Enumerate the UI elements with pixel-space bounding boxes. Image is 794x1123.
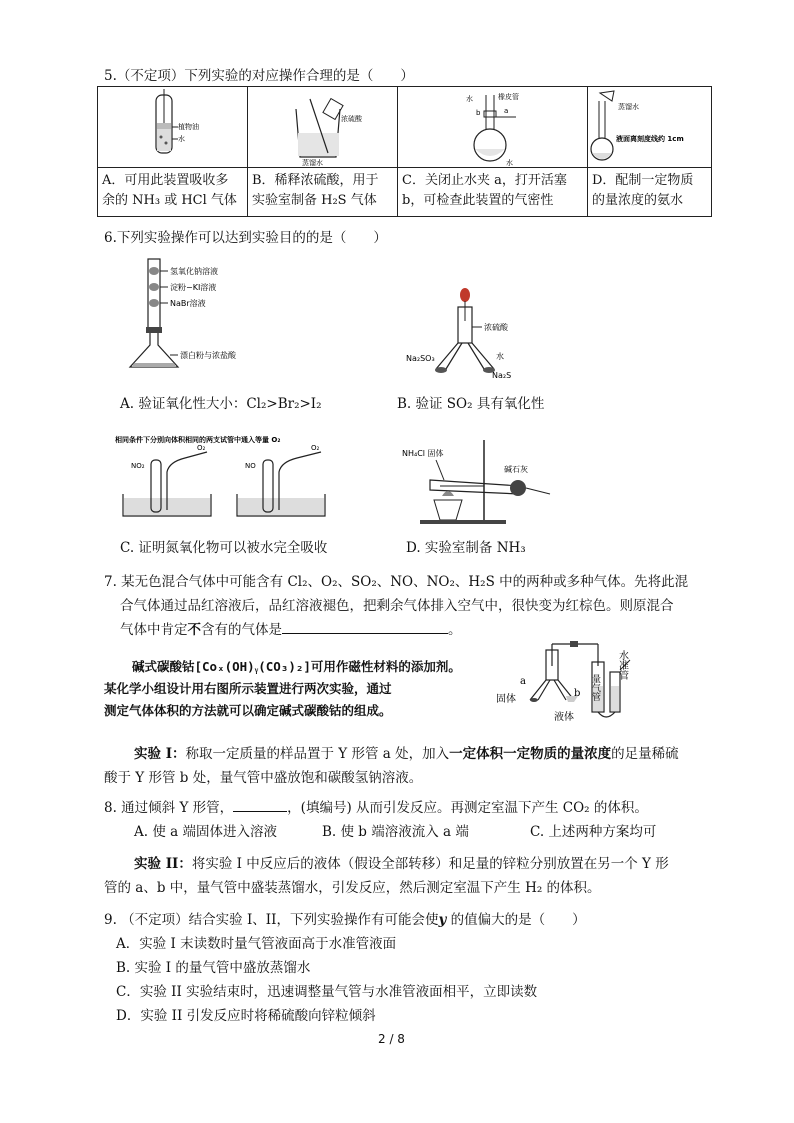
q7-line3-pre: 气体中肯定 xyxy=(120,622,188,638)
apparatus-label-a: a xyxy=(520,676,526,687)
q9-option-d: D．实验 II 引发反应时将稀硫酸向锌粒倾斜 xyxy=(116,1008,376,1024)
q8-answer-blank[interactable] xyxy=(233,797,287,812)
exp1-label: 实验 I： xyxy=(134,746,186,762)
q6-stem: 6.下列实验操作可以达到实验目的的是（ ） xyxy=(104,230,387,246)
q5-option-b-line2: 实验室制备 H₂S 气体 xyxy=(252,193,377,208)
q6a-label-naoh: 氢氧化钠溶液 xyxy=(170,267,218,276)
exp1-line2: 酸于 Y 形管 b 处，量气管中盛放饱和碳酸氢钠溶液。 xyxy=(104,770,423,786)
q6-option-a: A. 验证氧化性大小：Cl₂>Br₂>I₂ xyxy=(120,396,322,412)
q6-option-b: B. 验证 SO₂ 具有氧化性 xyxy=(397,396,545,412)
q7-line3-emphasis: 不 xyxy=(187,622,201,638)
q5d-label-level: 液面离刻度线约 1cm xyxy=(616,135,684,143)
q7-line3-post: 含有的气体是 xyxy=(201,622,282,638)
q5-stem: 5.（不定项）下列实验的对应操作合理的是（ ） xyxy=(104,68,414,84)
q6b-label-acid: 浓硫酸 xyxy=(484,323,508,332)
q5a-label-oil: 植物油 xyxy=(178,123,199,131)
q5-table xyxy=(97,86,712,217)
intro-line2: 某化学小组设计用右图所示装置进行两次实验，通过 xyxy=(104,681,392,696)
q6c-label-no2: NO₂ xyxy=(131,462,145,470)
exp1-text-pre: 称取一定质量的样品置于 Y 形管 a 处，加入 xyxy=(185,746,450,762)
exp2-label: 实验 II： xyxy=(134,856,192,872)
q6c-label-no: NO xyxy=(245,462,256,470)
q8-stem-pre: 8. 通过倾斜 Y 形管， xyxy=(104,800,234,816)
q5c-label-water: 水 xyxy=(506,159,513,167)
apparatus-label-level-tube: 水准管 xyxy=(616,650,628,680)
q5-option-d-line1: D．配制一定物质 xyxy=(592,173,694,188)
q5d-label-water: 蒸馏水 xyxy=(618,103,639,111)
q9-stem-variable: y xyxy=(438,912,447,928)
q5-option-b xyxy=(248,168,398,217)
q6d-label-lime: 碱石灰 xyxy=(504,465,528,474)
q6a-label-ki: 淀粉−KI溶液 xyxy=(170,283,217,292)
q7-line3-end: 。 xyxy=(448,622,462,638)
apparatus-label-b: b xyxy=(574,688,581,699)
q5-figure-d xyxy=(588,87,712,167)
q8-option-c: C. 上述两种方案均可 xyxy=(530,824,657,840)
q5-option-c-line1: C．关闭止水夹 a，打开活塞 xyxy=(402,173,567,188)
exp2-text1: 将实验 I 中反应后的液体（假设全部转移）和足量的锌粒分别放置在另一个 Y 形 xyxy=(191,856,669,872)
q9-stem-post: 的值偏大的是（ ） xyxy=(446,912,586,928)
page-number: 2 / 8 xyxy=(378,1032,405,1046)
q5-figure-a xyxy=(98,87,248,167)
q9-option-c: C．实验 II 实验结束时，迅速调整量气管与水准管液面相平，立即读数 xyxy=(116,984,538,1000)
q8-stem-post: ，(填编号) 从而引发反应。再测定室温下产生 CO₂ 的体积。 xyxy=(287,800,648,816)
q6a-label-nabr: NaBr溶液 xyxy=(170,299,206,308)
q6-figure-d xyxy=(400,438,570,528)
q6b-label-water: 水 xyxy=(496,352,504,361)
q7-line2: 合气体通过品红溶液后，品红溶液褪色，把剩余气体排入空气中，很快变为红棕色。则原混合 xyxy=(120,598,674,614)
q5c-label-tube: 橡皮管 xyxy=(498,93,519,101)
q5c-label-water-top: 水 xyxy=(466,95,473,103)
apparatus-label-solid: 固体 xyxy=(496,694,516,705)
q6d-label-nh4cl: NH₄Cl 固体 xyxy=(402,449,444,458)
q5-image-b xyxy=(248,87,398,168)
q5-image-d xyxy=(588,87,712,168)
q5-option-c-line2: b，可检查此装置的气密性 xyxy=(402,193,554,208)
q6c-caption: 相同条件下分别向体积相同的两支试管中通入等量 O₂ xyxy=(115,436,281,444)
q5a-label-water: 水 xyxy=(178,135,185,143)
q5-image-a xyxy=(98,87,248,168)
q5b-label-acid: 浓硫酸 xyxy=(341,115,362,123)
q5-option-b-line1: B．稀释浓硫酸，用于 xyxy=(252,173,379,188)
q5-option-d-line2: 的量浓度的氨水 xyxy=(592,193,684,208)
q5-figure-b xyxy=(248,87,398,167)
q7-answer-blank[interactable] xyxy=(282,619,448,634)
q5-option-a-line1: A．可用此装置吸收多 xyxy=(102,173,229,188)
apparatus-figure xyxy=(490,640,640,725)
apparatus-label-gas-burette: 量气管 xyxy=(590,674,600,701)
exp2-line2: 管的 a、b 中，量气管中盛装蒸馏水，引发反应，然后测定室温下产生 H₂ 的体积。 xyxy=(104,880,601,896)
intro-line3: 测定气体体积的方法就可以确定碱式碳酸钴的组成。 xyxy=(104,703,392,718)
q6b-label-na2s: Na₂S xyxy=(492,371,512,380)
q6c-label-o2-left: O₂ xyxy=(197,444,206,452)
exp1-text-post: 的足量稀硫 xyxy=(611,746,679,762)
q5-option-d xyxy=(588,168,712,217)
exp2-line1 xyxy=(134,852,669,872)
q6a-label-bleach: 漂白粉与浓盐酸 xyxy=(180,351,236,360)
q6-figure-a xyxy=(120,255,320,375)
q6c-label-o2-right: O₂ xyxy=(311,444,320,452)
q5-option-c xyxy=(398,168,588,217)
q5-option-a xyxy=(98,168,248,217)
q9-stem xyxy=(104,908,586,928)
q9-option-a: A．实验 I 末读数时量气管液面高于水准管液面 xyxy=(116,936,397,952)
q8-option-b: B. 使 b 端溶液流入 a 端 xyxy=(322,824,469,840)
q7-line3 xyxy=(120,618,462,638)
intro-line1: 碱式碳酸钴[Coₓ(OH)ᵧ(CO₃)₂]可用作磁性材料的添加剂。 xyxy=(132,659,461,674)
q5-option-a-line2: 余的 NH₃ 或 HCl 气体 xyxy=(102,193,237,208)
q5c-label-b: b xyxy=(476,109,481,117)
q9-stem-pre: 9. （不定项）结合实验 I、II，下列实验操作有可能会使 xyxy=(104,912,439,928)
q5-figure-c xyxy=(398,87,588,167)
q7-line1: 7. 某无色混合气体中可能含有 Cl₂、O₂、SO₂、NO、NO₂、H₂S 中的两种或多种气体。先将此混 xyxy=(104,574,689,590)
apparatus-label-liquid: 液体 xyxy=(554,712,574,723)
q9-option-b: B. 实验 I 的量气管中盛放蒸馏水 xyxy=(116,960,311,976)
q5c-label-a: a xyxy=(504,107,509,115)
q6-option-c: C. 证明氮氧化物可以被水完全吸收 xyxy=(120,540,328,556)
q5-image-c xyxy=(398,87,588,168)
q8-stem xyxy=(104,796,648,816)
q6-figure-c xyxy=(115,432,335,524)
q8-option-a: A. 使 a 端固体进入溶液 xyxy=(134,824,277,840)
q6-figure-b xyxy=(400,285,560,380)
exp1-text-bold: 一定体积一定物质的量浓度 xyxy=(449,746,612,762)
q5b-label-water: 蒸馏水 xyxy=(302,159,323,167)
q6b-label-na2so3: Na₂SO₃ xyxy=(406,354,435,363)
q6-option-d: D. 实验室制备 NH₃ xyxy=(406,540,526,556)
exp1-line1 xyxy=(134,742,679,762)
